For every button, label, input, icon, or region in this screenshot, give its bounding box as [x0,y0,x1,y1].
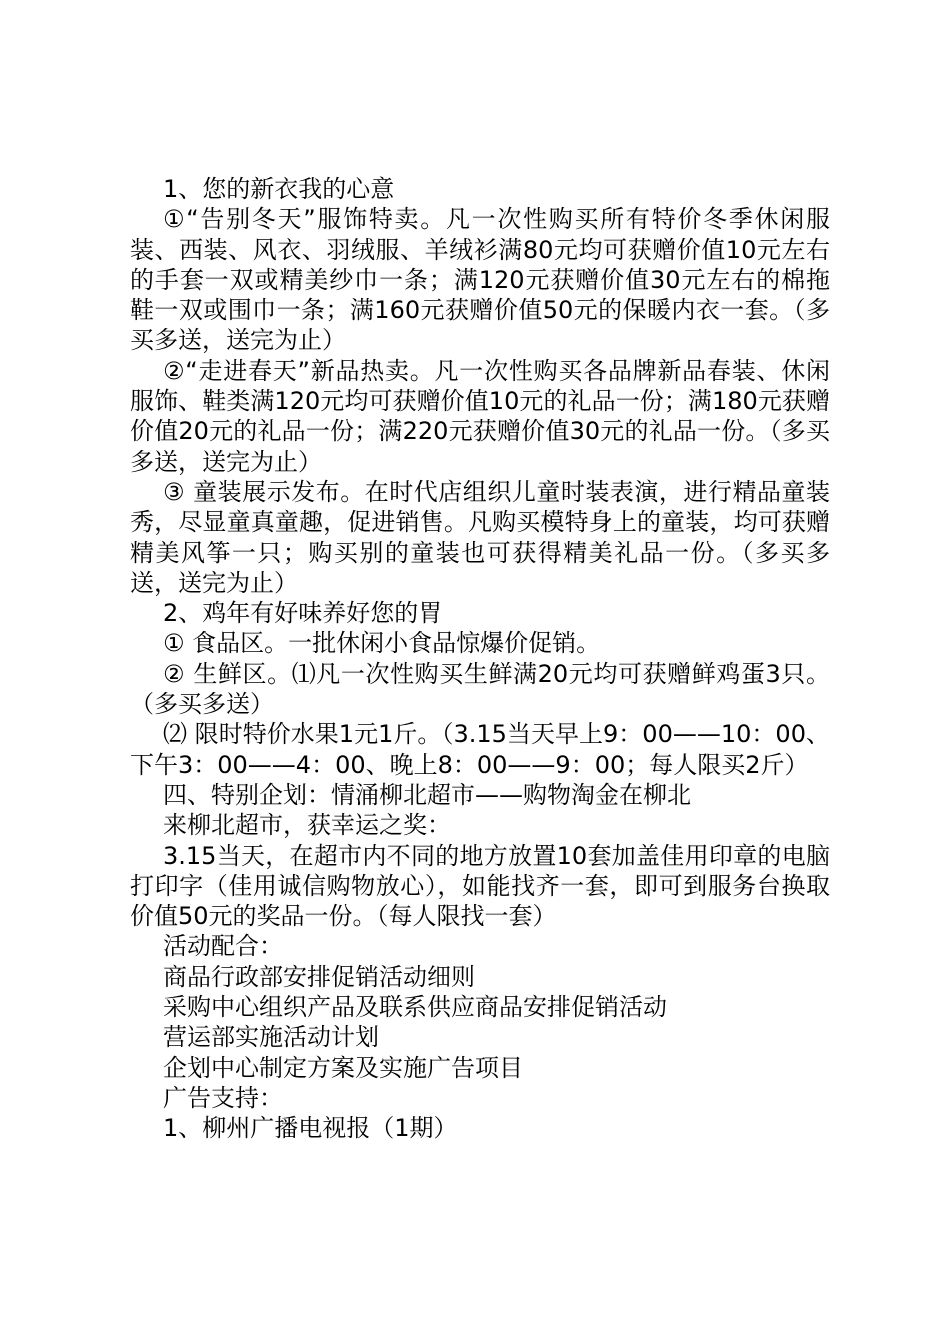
promo-kids-fashion-show: ③ 童装展示发布。在时代店组织儿童时装表演，进行精品童装秀，尽显童真童趣，促进销售。凡购买模特身上的童装，均可获赠精美风筝一只；购买别的童装也可获得精美礼品一份。（多买多送，送完为止） [130,477,830,597]
coordination-item: 采购中心组织产品及联系供应商品安排促销活动 [163,993,667,1022]
advertising-item: 1、柳州广播电视报（1期） [163,1114,458,1143]
coordination-item: 商品行政部安排促销活动细则 [163,962,475,991]
document-body [130,174,830,1144]
promo-fruit-flash-sale: ⑵ 限时特价水果1元1斤。（3.15当天早上9：00——10：00、下午3：00——4：00、晚上8：00——9：00；每人限买2斤） [130,720,830,779]
section-heading-coordination: 活动配合： [163,932,283,961]
lucky-prize-intro: 来柳北超市，获幸运之奖： [163,811,451,840]
coordination-item: 营运部实施活动计划 [163,1023,379,1052]
section-heading-special-plan: 四、特别企划：情涌柳北超市——购物淘金在柳北 [163,780,691,809]
section-heading-advertising: 广告支持： [163,1083,283,1112]
promo-into-spring: ②“走进春天”新品热卖。凡一次性购买各品牌新品春装、休闲服饰、鞋类满120元均可获赠价值10元的礼品一份；满180元获赠价值20元的礼品一份；满220元获赠价值30元的礼品一份。（多买多送，送完为止） [130,356,830,476]
promo-fresh-area: ② 生鲜区。⑴凡一次性购买生鲜满20元均可获赠鲜鸡蛋3只。（多买多送） [130,659,830,719]
section-heading-food: 2、鸡年有好味养好您的胃 [163,599,443,628]
treasure-hunt-details: 3.15当天，在超市内不同的地方放置10套加盖佳用印章的电脑打印字（佳用诚信购物放心），如能找齐一套，即可到服务台换取价值50元的奖品一份。（每人限找一套） [130,841,830,931]
section-heading-new-clothes: 1、您的新衣我的心意 [163,175,395,203]
promo-snack-area: ① 食品区。一批休闲小食品惊爆价促销。 [163,629,601,658]
coordination-item: 企划中心制定方案及实施广告项目 [163,1053,523,1082]
promo-farewell-winter: ①“告别冬天”服饰特卖。凡一次性购买所有特价冬季休闲服装、西装、风衣、羽绒服、羊绒衫满80元均可获赠价值10元左右的手套一双或精美纱巾一条；满120元获赠价值30元左右的棉拖鞋一双或围巾一条；满160元获赠价值50元的保暖内衣一套。（多买多送，送完为止） [130,205,830,355]
